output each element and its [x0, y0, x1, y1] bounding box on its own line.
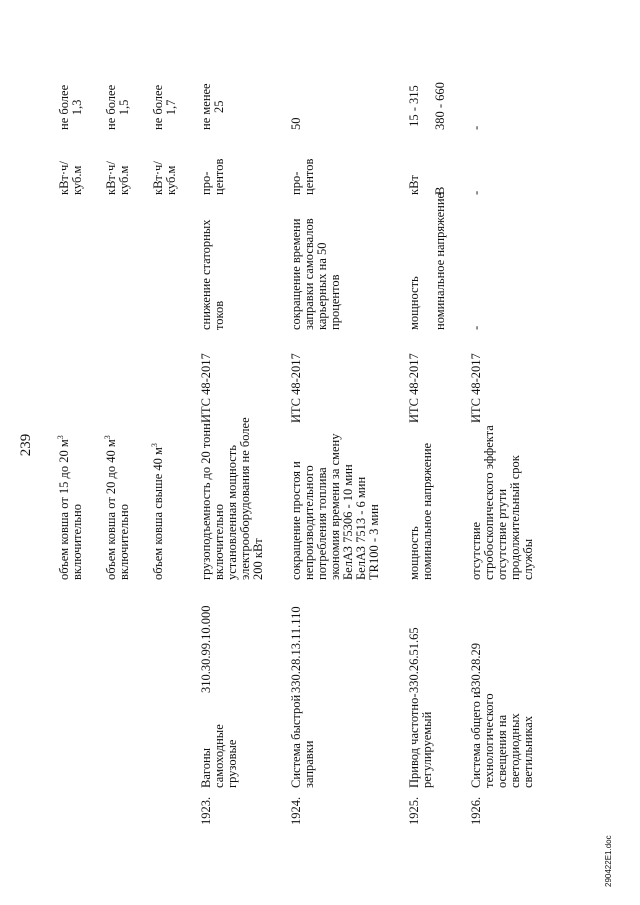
top-param-2-unit: кВт·ч/ куб.м: [104, 161, 131, 195]
row-1923-unit: про- центов: [199, 158, 226, 195]
row-1924-param: сокращение времени заправки самосвалов карьерных на 50 процентов: [289, 218, 342, 330]
top-param-1-unit: кВт·ч/ куб.м: [57, 161, 84, 195]
row-1926-okpd: 330.28.29: [469, 643, 483, 693]
row-1923-indicator: грузоподъемность до 20 тонн включительно установленная мощность электрооборудования не более 200 кВт: [199, 417, 265, 580]
top-param-3-value: не более 1,7: [151, 84, 178, 130]
top-param-1-text: объем ковша от 15 до 20 $м^3$ включительно: [55, 435, 84, 580]
row-1924-number: 1924.: [289, 796, 303, 825]
row-1925-number: 1925.: [407, 796, 421, 825]
row-1923-itc: ИТС 48-2017: [199, 353, 213, 423]
row-1925-value: 15 - 315 380 - 660: [407, 82, 447, 130]
row-1926-unit: -: [469, 190, 483, 195]
page-number: 239: [18, 433, 34, 457]
row-1924-unit: про- центов: [289, 158, 316, 195]
row-1924-name: Система быстрой заправки: [289, 694, 316, 788]
top-param-2-text: объем ковша от 20 до 40 $м^3$ включительно: [102, 435, 131, 580]
row-1925-itc: ИТС 48-2017: [407, 353, 421, 423]
row-1925-name: Привод частотно- регулируемый: [407, 693, 434, 788]
top-param-2-value: не более 1,5: [104, 84, 131, 130]
row-1926-name: Система общего и технологического освещения на светодиодных светильниках: [469, 691, 535, 788]
top-param-3-unit: кВт·ч/ куб.м: [151, 161, 178, 195]
row-1925-unit: кВт В: [407, 175, 447, 195]
top-param-3-text: объем ковша свыше 40 $м^3$: [149, 443, 165, 580]
row-1923-okpd: 310.30.99.10.000: [199, 605, 213, 693]
row-1923-name: Вагоны самоходные грузовые: [199, 724, 239, 788]
row-1925-param: мощность номинальное напряжение: [407, 192, 447, 330]
row-1926-number: 1926.: [469, 796, 483, 825]
row-1925-indicator: мощность номинальное напряжение: [407, 442, 434, 580]
row-1926-param: -: [469, 325, 483, 330]
row-1926-itc: ИТС 48-2017: [469, 353, 483, 423]
row-1926-value: -: [469, 125, 483, 130]
row-1924-itc: ИТС 48-2017: [289, 353, 303, 423]
row-1924-indicator: сокращение простоя и непроизводительного потребления топлива экономия времени за смену БелАЗ 75306 - 10 мин БелАЗ 7513 - 6 мин TR100 - 3 мин: [289, 433, 381, 580]
row-1925-okpd: 330.26.51.65: [407, 627, 421, 693]
row-1923-number: 1923.: [199, 796, 213, 825]
row-1924-okpd: 330.28.13.11.110: [289, 606, 303, 693]
row-1923-value: не менее 25: [199, 83, 226, 130]
row-1924-value: 50: [289, 117, 303, 130]
top-param-1-value: не более 1,3: [57, 84, 84, 130]
document-file-name: 290422E1.doc: [604, 835, 613, 887]
row-1926-indicator: отсутствие стробоскопического эффекта отсутствие ртути продолжительный срок службы: [469, 425, 535, 580]
row-1923-param: снижение статорных токов: [199, 219, 226, 330]
